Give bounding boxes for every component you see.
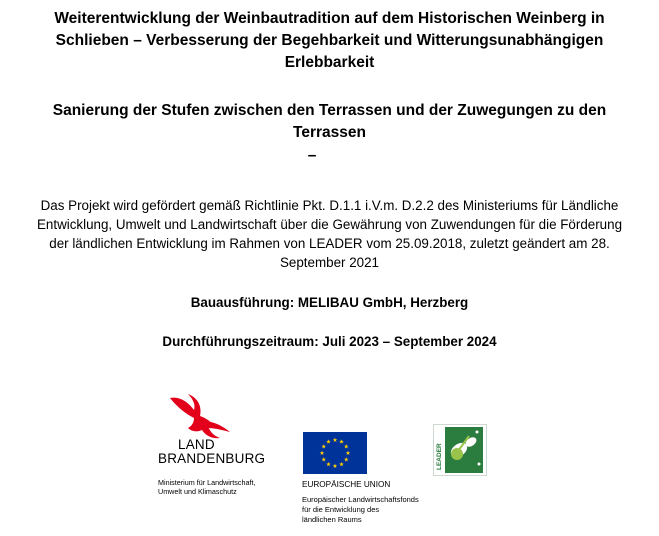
leader-label: LEADER [436, 443, 443, 470]
brandenburg-logo [150, 392, 275, 512]
project-subtitle [0, 100, 659, 144]
eu-name: EUROPÄISCHE UNION [302, 480, 391, 489]
period-line: Durchführungszeitraum: Juli 2023 – September 2024 [162, 334, 497, 349]
eu-fund-line3: ländlichen Raums [302, 515, 362, 524]
brandenburg-name-line2: BRANDENBURG [158, 451, 266, 466]
brandenburg-ministry [158, 478, 255, 496]
contractor-line: Bauausführung: MELIBAU GmbH, Herzberg [190, 295, 469, 310]
eu-fund-line2: für die Entwicklung des [302, 505, 380, 514]
ministry-line1: Ministerium für Landwirtschaft, [158, 478, 256, 487]
description-line: Entwicklung, Umwelt und Landwirtschaft über die Gewährung von Zuwendungen für die Förderung [36, 217, 623, 232]
eu-flag-icon [303, 432, 367, 474]
description-line: September 2021 [279, 255, 379, 270]
ministry-line2: Umwelt und Klimaschutz [158, 487, 237, 496]
subtitle-line: Sanierung der Stufen zwischen den Terrassen und der Zuwegungen zu den [52, 102, 607, 119]
leader-logo [433, 424, 487, 476]
subtitle-line: Terrassen [293, 124, 366, 141]
title-line: Schlieben – Verbesserung der Begehbarkeit und Witterungsunabhängigen [55, 32, 604, 49]
brandenburg-name [158, 438, 265, 466]
title-line: Erlebbarkeit [284, 54, 375, 71]
leader-logo-icon [433, 424, 487, 476]
eu-fund-line1: Europäischer Landwirtschaftsfonds [302, 495, 419, 504]
title-line: Weiterentwicklung der Weinbautradition auf dem Historischen Weinberg in [54, 10, 605, 27]
description-line: der ländlichen Entwicklung im Rahmen von LEADER vom 25.09.2018, zuletzt geändert am 28. [49, 236, 610, 251]
funding-description [0, 196, 659, 272]
brandenburg-name-line1: LAND [178, 437, 215, 452]
red-eagle-icon [168, 392, 238, 442]
project-title [0, 8, 659, 74]
description-line: Das Projekt wird gefördert gemäß Richtlinie Pkt. D.1.1 i.V.m. D.2.2 des Ministeriums für Ländliche [40, 198, 619, 213]
separator-dash: – [307, 147, 317, 164]
eu-fund [302, 495, 419, 525]
